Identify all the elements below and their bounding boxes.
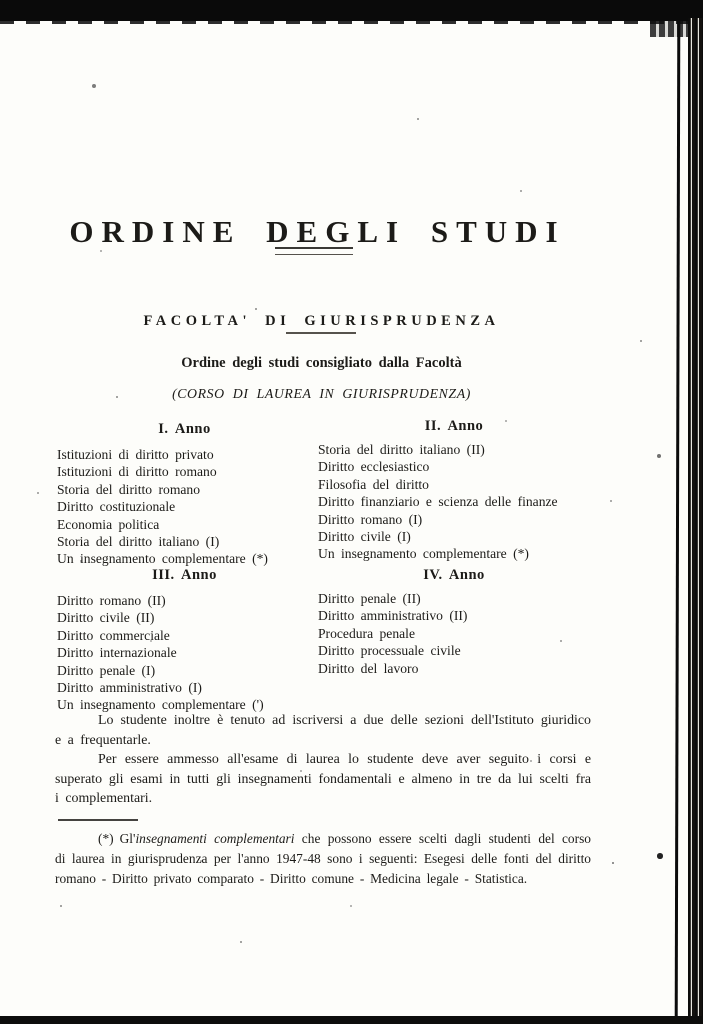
year-3-course-list <box>57 592 312 714</box>
course-item: Storia del diritto romano <box>57 481 201 497</box>
scan-noise-specks <box>0 0 2 2</box>
course-item: Diritto ecclesiastico <box>318 459 430 475</box>
course-item: Diritto civile (I) <box>318 529 411 545</box>
year-block-2 <box>318 418 590 563</box>
paragraph-sections-enrollment: Lo studente inoltre è tenuto ad iscriversi a due delle sezioni dell'Istituto giuridico e a frequentarle. <box>55 713 591 748</box>
footnote-separator-rule <box>58 819 138 821</box>
subtitle-degree-course: (CORSO DI LAUREA IN GIURISPRUDENZA) <box>172 386 471 401</box>
year-1-heading: I. Anno <box>158 421 211 437</box>
course-item: Diritto amministrativo (II) <box>318 608 468 624</box>
course-item: Diritto amministrativo (I) <box>57 680 202 696</box>
course-item: Diritto internazionale <box>57 645 177 661</box>
year-2-heading: II. Anno <box>424 418 484 434</box>
paragraph-exam-admission: Per essere ammesso all'esame di laurea lo studente deve aver seguito i corsi e superato gli esami in tutti gli insegnamenti fondamentali e almeno in tre da lui scelti fra i complementari. <box>55 752 591 807</box>
course-item: Diritto commerciale <box>57 627 170 643</box>
course-item: Economia politica <box>57 516 160 532</box>
course-item: Istituzioni di diritto romano <box>57 464 217 480</box>
book-binding-edge <box>688 18 703 1024</box>
year-4-course-list <box>318 590 590 677</box>
year-4-heading: IV. Anno <box>423 567 485 583</box>
course-item: Diritto penale (I) <box>57 662 156 678</box>
course-item: Diritto civile (II) <box>57 610 155 626</box>
course-item: Un insegnamento complementare (*) <box>318 546 529 562</box>
course-item: Storia del diritto italiano (I) <box>57 534 220 550</box>
scan-bottom-edge <box>0 1016 703 1024</box>
year-2-course-list <box>318 441 590 563</box>
course-item: Un insegnamento complementare (') <box>57 697 264 713</box>
year-1-course-list <box>57 446 312 568</box>
footnote-text: che possono essere scelti dagli studenti del corso di laurea in giurisprudenza per l'anno 1947-48 sono i seguenti: Esegesi delle fonti del diritto romano - Diritto privato comparato - Diritto comune - Medicina legale - Statistica. <box>55 831 591 886</box>
body-paragraphs <box>55 711 591 809</box>
subtitle-recommended-order: Ordine degli studi consigliato dalla Facoltà <box>181 355 462 371</box>
course-item: Diritto romano (I) <box>318 511 423 527</box>
year-block-4 <box>318 567 590 677</box>
faculty-heading: FACOLTA' DI GIURISPRUDENZA <box>143 313 500 330</box>
course-item: Istituzioni di diritto privato <box>57 447 214 462</box>
course-item: Un insegnamento complementare (*) <box>57 551 268 567</box>
page-title: ORDINE DEGLI STUDI <box>69 213 566 249</box>
footnote-marker: (*) <box>98 831 114 846</box>
course-item: Diritto finanziario e scienza delle finanze <box>318 494 558 510</box>
course-item: Diritto del lavoro <box>318 660 419 676</box>
course-item: Diritto processuale civile <box>318 643 461 659</box>
footnote-prefix: Gl' <box>119 831 136 846</box>
scan-top-edge <box>0 0 703 21</box>
faculty-rule <box>286 332 356 334</box>
page-fold-line <box>675 21 681 1024</box>
course-item: Diritto romano (II) <box>57 593 166 608</box>
course-item: Diritto costituzionale <box>57 499 176 515</box>
footnote <box>55 829 591 889</box>
footnote-italic-phrase: insegnamenti complementari <box>135 831 295 846</box>
course-item: Diritto penale (II) <box>318 591 421 606</box>
year-block-3 <box>57 567 312 714</box>
year-block-1 <box>57 421 312 568</box>
year-3-heading: III. Anno <box>152 567 217 583</box>
course-item: Storia del diritto italiano (II) <box>318 442 485 457</box>
course-item: Filosofia del diritto <box>318 476 429 492</box>
title-double-rule <box>275 247 353 255</box>
course-item: Procedura penale <box>318 625 415 641</box>
